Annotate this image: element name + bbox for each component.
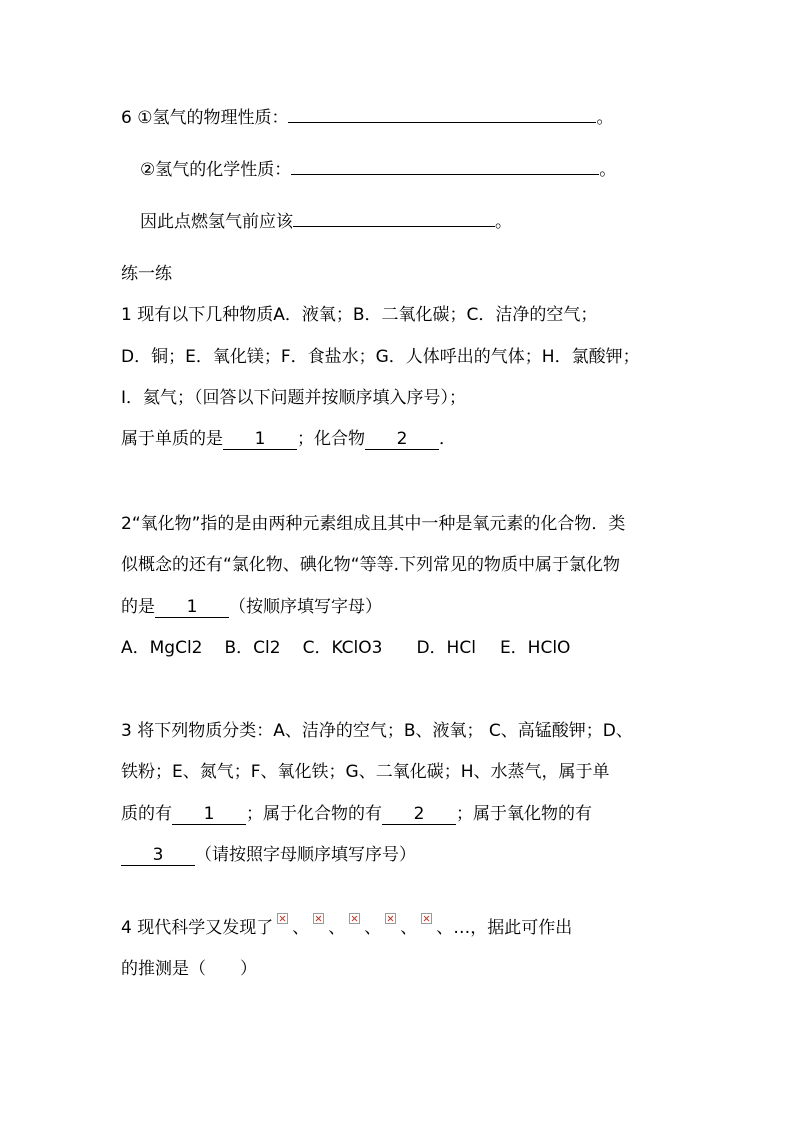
broken-image-icon — [385, 913, 396, 924]
p2-options — [121, 636, 570, 660]
broken-image-icon — [421, 913, 432, 924]
broken-image-icon — [349, 913, 360, 924]
broken-image-icon — [277, 913, 288, 924]
p1-line-2: D．铜；E．氧化镁；F．食盐水；G．人体呼出的气体；H．氯酸钾； — [121, 347, 640, 367]
p2-line-3 — [121, 595, 382, 619]
p2-option-d: D．HCl — [416, 638, 476, 658]
p2-option-e: E．HClO — [499, 638, 571, 658]
p2-option-a: A．MgCl2 — [121, 638, 203, 658]
p1-question-end: ． — [439, 429, 456, 449]
p4-line-1-label: 4 现代科学又发现了 — [121, 918, 274, 938]
broken-image-icon — [313, 913, 324, 924]
p4-separator: 、 — [292, 918, 310, 938]
q6-chemical-blank[interactable] — [291, 158, 599, 175]
q6-chemical-end: 。 — [599, 160, 617, 180]
p2-line-2: 似概念的还有“氯化物、碘化物“等等.下列常见的物质中属于氯化物 — [121, 555, 621, 575]
p3-line-3-mid: ；属于化合物的有 — [246, 804, 382, 824]
p1-blank-1[interactable]: 1 — [223, 429, 297, 450]
p3-line-4-suffix: （请按照字母顺序填写序号） — [195, 845, 416, 865]
p3-line-4 — [121, 843, 416, 867]
p3-line-3-label: 质的有 — [121, 804, 172, 824]
p4-line-1 — [121, 916, 572, 940]
p4-line-2: 的推测是（ ） — [121, 959, 257, 979]
q6-chemical-line — [140, 158, 616, 182]
p1-blank-2[interactable]: 2 — [365, 429, 439, 450]
q6-therefore-blank[interactable] — [293, 210, 495, 227]
p3-line-3-suffix: ；属于氧化物的有 — [456, 804, 592, 824]
p1-question-line — [121, 427, 456, 451]
p2-option-c: C．KClO3 — [302, 638, 383, 658]
p3-line-1: 3 将下列物质分类：A、洁净的空气；B、液氧； C、高锰酸钾；D、 — [121, 721, 633, 741]
p1-question-label: 属于单质的是 — [121, 429, 223, 449]
p3-line-3 — [121, 802, 592, 826]
q6-therefore-end: 。 — [495, 212, 512, 232]
practice-heading: 练一练 — [121, 264, 172, 284]
q6-physical-label: ①氢气的物理性质： — [137, 108, 289, 128]
p1-line-1: 1 现有以下几种物质A．液氧；B．二氧化碳；C．洁净的空气； — [121, 305, 598, 325]
q6-chemical-label: ②氢气的化学性质： — [140, 160, 292, 180]
p3-blank-3[interactable]: 3 — [121, 845, 195, 866]
q6-physical-blank[interactable] — [288, 106, 596, 123]
p2-blank-1[interactable]: 1 — [155, 597, 229, 618]
p4-separator: 、 — [400, 918, 418, 938]
q6-physical-line — [121, 106, 613, 130]
q6-number: 6 — [121, 108, 132, 128]
q6-therefore-label: 因此点燃氢气前应该 — [140, 212, 293, 232]
p2-line-3-suffix: （按顺序填写字母） — [229, 597, 382, 617]
p4-separator: 、 — [364, 918, 382, 938]
p4-separator: 、 — [328, 918, 346, 938]
q6-physical-end: 。 — [596, 108, 614, 128]
p2-line-1: 2“氧化物”指的是由两种元素组成且其中一种是氧元素的化合物．类 — [121, 514, 626, 534]
p2-line-3-label: 的是 — [121, 597, 155, 617]
q6-therefore-line — [140, 210, 512, 234]
p1-line-3: I．氦气；（回答以下问题并按顺序填入序号）； — [121, 388, 467, 408]
p3-line-2: 铁粉；E、氮气；F、氧化铁；G、二氧化碳；H、水蒸气，属于单 — [121, 762, 610, 782]
p4-line-1-suffix: 、…，据此可作出 — [436, 918, 573, 938]
p2-option-b: B．Cl2 — [224, 638, 281, 658]
p1-question-mid: ；化合物 — [297, 429, 365, 449]
p3-blank-2[interactable]: 2 — [382, 804, 456, 825]
p3-blank-1[interactable]: 1 — [172, 804, 246, 825]
